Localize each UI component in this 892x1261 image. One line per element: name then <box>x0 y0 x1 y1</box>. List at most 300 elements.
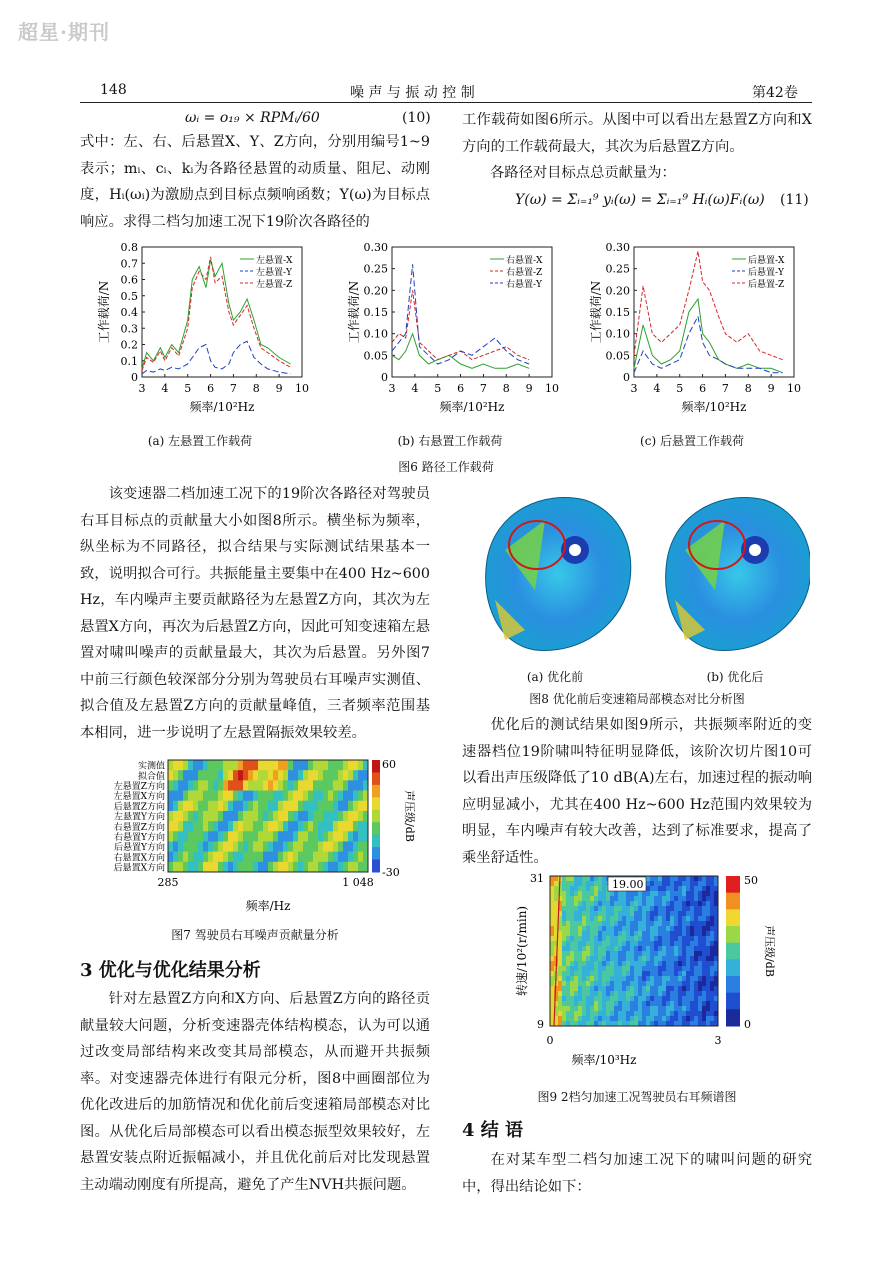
spectrogram-cell <box>706 936 710 941</box>
heatmap-cell <box>333 831 338 841</box>
spectrogram-cell <box>606 916 610 921</box>
spectrogram-cell <box>618 961 622 966</box>
y-top-label: 31 <box>530 872 544 885</box>
heatmap-cell <box>223 770 228 780</box>
spectrogram-cell <box>666 881 670 886</box>
spectrogram-cell <box>558 961 562 966</box>
fig6a-subcaption: (a) 左悬置工作载荷 <box>147 434 253 448</box>
heatmap-cell <box>203 801 208 811</box>
spectrogram-cell <box>650 906 654 911</box>
spectrogram-cell <box>610 1006 614 1011</box>
spectrogram-cell <box>566 981 570 986</box>
spectrogram-cell <box>586 921 590 926</box>
spectrogram-cell <box>590 1006 594 1011</box>
watermark: 超星·期刊 <box>18 20 110 44</box>
spectrogram-cell <box>710 971 714 976</box>
y-tick-label: 0.3 <box>120 322 138 336</box>
spectrogram-cell <box>686 986 690 991</box>
spectrogram-cell <box>710 946 714 951</box>
spectrogram-cell <box>674 956 678 961</box>
spectrogram-cell <box>690 901 694 906</box>
spectrogram-cell <box>642 901 646 906</box>
heatmap-cell <box>228 862 233 872</box>
spectrogram-cell <box>558 996 562 1001</box>
heatmap-cell <box>213 780 218 790</box>
spectrogram-cell <box>650 1001 654 1006</box>
heatmap-cell <box>223 791 228 801</box>
spectrogram-cell <box>702 951 706 956</box>
heatmap-cell <box>243 852 248 862</box>
spectrogram-cell <box>638 1011 642 1016</box>
spectrogram-cell <box>638 981 642 986</box>
spectrogram-cell <box>646 961 650 966</box>
heatmap-cell <box>228 852 233 862</box>
spectrogram-cell <box>666 961 670 966</box>
spectrogram-cell <box>690 981 694 986</box>
spectrogram-cell <box>586 931 590 936</box>
heatmap-cell <box>333 801 338 811</box>
spectrogram-cell <box>582 1001 586 1006</box>
heatmap-cell <box>233 760 238 770</box>
heatmap-cell <box>298 780 303 790</box>
heatmap-cell <box>268 760 273 770</box>
heatmap-cell <box>278 821 283 831</box>
spectrogram-cell <box>562 901 566 906</box>
spectrogram-cell <box>614 906 618 911</box>
heatmap-cell <box>203 811 208 821</box>
heatmap-cell <box>223 821 228 831</box>
heatmap-cell <box>198 821 203 831</box>
heatmap-cell <box>278 801 283 811</box>
spectrogram-cell <box>674 886 678 891</box>
spectrogram-cell <box>630 906 634 911</box>
spectrogram-cell <box>694 891 698 896</box>
heatmap-cell <box>238 780 243 790</box>
heatmap-cell <box>238 831 243 841</box>
spectrogram-cell <box>618 991 622 996</box>
colorbar-min: -30 <box>382 866 400 879</box>
spectrogram-cell <box>582 1016 586 1021</box>
spectrogram-cell <box>670 951 674 956</box>
spectrogram-cell <box>678 901 682 906</box>
heatmap-cell <box>193 780 198 790</box>
heatmap-cell <box>273 780 278 790</box>
spectrogram-cell <box>662 1011 666 1016</box>
spectrogram-cell <box>594 916 598 921</box>
heatmap-cell <box>173 760 178 770</box>
colorbar-segment <box>726 976 740 993</box>
heatmap-cell <box>333 821 338 831</box>
spectrogram-cell <box>674 906 678 911</box>
spectrogram-cell <box>630 891 634 896</box>
spectrogram-cell <box>674 936 678 941</box>
section-4-title: 4 结 语 <box>462 1120 524 1141</box>
heatmap-cell <box>178 811 183 821</box>
spectrogram-cell <box>690 946 694 951</box>
spectrogram-cell <box>634 1001 638 1006</box>
spectrogram-cell <box>630 921 634 926</box>
spectrogram-cell <box>626 1006 630 1011</box>
spectrogram-cell <box>590 956 594 961</box>
heatmap-cell <box>168 811 173 821</box>
spectrogram-cell <box>618 1011 622 1016</box>
spectrogram-cell <box>570 891 574 896</box>
spectrogram-cell <box>570 986 574 991</box>
spectrogram-cell <box>674 926 678 931</box>
heatmap-cell <box>238 801 243 811</box>
spectrogram-cell <box>598 981 602 986</box>
spectrogram-cell <box>642 896 646 901</box>
spectrogram-cell <box>638 991 642 996</box>
x-tick-label: 4 <box>411 382 419 395</box>
spectrogram-cell <box>702 1016 706 1021</box>
spectrogram-cell <box>694 966 698 971</box>
spectrogram-cell <box>598 916 602 921</box>
heatmap-cell <box>288 791 293 801</box>
spectrogram-cell <box>706 1001 710 1006</box>
spectrogram-cell <box>634 891 638 896</box>
spectrogram-cell <box>686 896 690 901</box>
heatmap-cell <box>173 801 178 811</box>
heatmap-cell <box>348 862 353 872</box>
heatmap-cell <box>228 811 233 821</box>
spectrogram-cell <box>654 931 658 936</box>
spectrogram-cell <box>594 926 598 931</box>
spectrogram-cell <box>702 986 706 991</box>
spectrogram-cell <box>698 896 702 901</box>
spectrogram-cell <box>622 986 626 991</box>
spectrogram-cell <box>686 886 690 891</box>
spectrogram-cell <box>570 981 574 986</box>
heatmap-cell <box>253 831 258 841</box>
colorbar-max: 60 <box>382 758 396 771</box>
spectrogram-cell <box>706 921 710 926</box>
heatmap-cell <box>338 780 343 790</box>
heatmap-cell <box>183 862 188 872</box>
y-tick-label: 0.25 <box>363 262 388 276</box>
spectrogram-cell <box>586 1011 590 1016</box>
spectrogram-cell <box>594 976 598 981</box>
spectrogram-cell <box>626 921 630 926</box>
spectrogram-cell <box>706 956 710 961</box>
heatmap-cell <box>258 791 263 801</box>
spectrogram-cell <box>650 996 654 1001</box>
heatmap-cell <box>188 862 193 872</box>
spectrogram-cell <box>710 906 714 911</box>
spectrogram-cell <box>678 896 682 901</box>
spectrogram-cell <box>558 1006 562 1011</box>
spectrogram-cell <box>666 896 670 901</box>
heatmap-cell <box>343 811 348 821</box>
spectrogram-cell <box>570 936 574 941</box>
spectrogram-cell <box>626 1001 630 1006</box>
heatmap-cell <box>248 760 253 770</box>
spectrogram-cell <box>614 956 618 961</box>
spectrogram-cell <box>706 901 710 906</box>
spectrogram-cell <box>626 1011 630 1016</box>
heatmap-cell <box>263 791 268 801</box>
heatmap-cell <box>173 821 178 831</box>
heatmap-cell <box>178 841 183 851</box>
spectrogram-cell <box>658 881 662 886</box>
spectrogram-cell <box>602 961 606 966</box>
spectrogram-cell <box>610 926 614 931</box>
heatmap-cell <box>338 852 343 862</box>
spectrogram-cell <box>694 971 698 976</box>
spectrogram-cell <box>630 901 634 906</box>
x-max-label: 1 048 <box>342 876 374 889</box>
spectrogram-cell <box>694 886 698 891</box>
x-tick-label: 4 <box>161 382 169 395</box>
heatmap-cell <box>283 841 288 851</box>
heatmap-cell <box>323 811 328 821</box>
legend-label: 右悬置-Y <box>506 280 542 290</box>
spectrogram-cell <box>630 981 634 986</box>
spectrogram-cell <box>694 921 698 926</box>
y-tick-label: 0 <box>131 371 138 384</box>
spectrogram-cell <box>642 986 646 991</box>
spectrogram-cell <box>678 991 682 996</box>
heatmap-cell <box>223 760 228 770</box>
spectrogram-cell <box>570 881 574 886</box>
spectrogram-cell <box>686 981 690 986</box>
heatmap-cell <box>328 780 333 790</box>
fig6c-subcaption: (c) 后悬置工作载荷 <box>640 434 744 448</box>
spectrogram-cell <box>622 966 626 971</box>
spectrogram-cell <box>574 926 578 931</box>
row-label: 后悬置X方向 <box>113 863 165 874</box>
heatmap-cell <box>323 791 328 801</box>
spectrogram-cell <box>650 876 654 881</box>
heatmap-cell <box>228 841 233 851</box>
spectrogram-cell <box>574 906 578 911</box>
spectrogram-cell <box>630 991 634 996</box>
spectrogram-cell <box>702 876 706 881</box>
spectrogram-cell <box>658 976 662 981</box>
spectrogram-cell <box>650 911 654 916</box>
heatmap-cell <box>343 760 348 770</box>
heatmap-cell <box>268 831 273 841</box>
spectrogram-cell <box>618 936 622 941</box>
heatmap-cell <box>188 831 193 841</box>
spectrogram-cell <box>594 981 598 986</box>
heatmap-cell <box>178 821 183 831</box>
spectrogram-cell <box>642 916 646 921</box>
spectrogram-cell <box>678 956 682 961</box>
heatmap-cell <box>208 811 213 821</box>
spectrogram-cell <box>654 936 658 941</box>
colorbar-segment <box>372 835 380 848</box>
y-tick-label: 0 <box>381 371 388 384</box>
spectrogram-cell <box>582 996 586 1001</box>
colorbar-segment <box>372 797 380 810</box>
spectrogram-cell <box>642 911 646 916</box>
spectrogram-cell <box>626 896 630 901</box>
spectrogram-cell <box>574 971 578 976</box>
spectrogram-cell <box>574 961 578 966</box>
spectrogram-cell <box>606 981 610 986</box>
spectrogram-cell <box>690 896 694 901</box>
spectrogram-cell <box>562 886 566 891</box>
spectrogram-cell <box>590 961 594 966</box>
spectrogram-cell <box>702 881 706 886</box>
spectrogram-cell <box>710 896 714 901</box>
spectrogram-cell <box>654 901 658 906</box>
spectrogram-cell <box>606 1011 610 1016</box>
spectrogram-cell <box>618 896 622 901</box>
spectrogram-cell <box>654 996 658 1001</box>
spectrogram-cell <box>586 996 590 1001</box>
heatmap-cell <box>263 811 268 821</box>
x-tick-label: 9 <box>275 382 283 395</box>
spectrogram-cell <box>654 891 658 896</box>
spectrogram-cell <box>706 931 710 936</box>
spectrogram-cell <box>702 961 706 966</box>
spectrogram-cell <box>558 1016 562 1021</box>
heatmap-cell <box>183 852 188 862</box>
spectrogram-cell <box>566 1006 570 1011</box>
spectrogram-cell <box>630 1006 634 1011</box>
spectrogram-cell <box>622 1016 626 1021</box>
spectrogram-cell <box>602 911 606 916</box>
heatmap-cell <box>188 770 193 780</box>
spectrogram-cell <box>574 916 578 921</box>
spectrogram-cell <box>670 916 674 921</box>
heatmap-cell <box>168 841 173 851</box>
heatmap-cell <box>353 841 358 851</box>
spectrogram-cell <box>666 901 670 906</box>
spectrogram-cell <box>630 1001 634 1006</box>
heatmap-cell <box>303 811 308 821</box>
heatmap-cell <box>333 770 338 780</box>
spectrogram-cell <box>598 921 602 926</box>
spectrogram-cell <box>706 1011 710 1016</box>
spectrogram-cell <box>698 916 702 921</box>
spectrogram-cell <box>606 956 610 961</box>
heatmap-cell <box>258 770 263 780</box>
heatmap-cell <box>343 831 348 841</box>
heatmap-cell <box>178 780 183 790</box>
spectrogram-cell <box>562 951 566 956</box>
spectrogram-cell <box>686 971 690 976</box>
heatmap-cell <box>343 801 348 811</box>
heatmap-cell <box>348 791 353 801</box>
heatmap-cell <box>293 760 298 770</box>
heatmap-cell <box>233 801 238 811</box>
heatmap-cell <box>218 801 223 811</box>
heatmap-cell <box>208 770 213 780</box>
heatmap-cell <box>313 811 318 821</box>
spectrogram-cell <box>622 1001 626 1006</box>
spectrogram-cell <box>702 906 706 911</box>
heatmap-cell <box>213 801 218 811</box>
spectrogram-cell <box>686 996 690 1001</box>
heatmap-cell <box>198 760 203 770</box>
spectrogram-cell <box>582 886 586 891</box>
spectrogram-cell <box>586 966 590 971</box>
spectrogram-cell <box>670 941 674 946</box>
heatmap-cell <box>333 862 338 872</box>
spectrogram-cell <box>602 941 606 946</box>
spectrogram-cell <box>594 891 598 896</box>
heatmap-cell <box>308 791 313 801</box>
heatmap-cell <box>333 760 338 770</box>
spectrogram-cell <box>586 976 590 981</box>
heatmap-cell <box>343 852 348 862</box>
heatmap-cell <box>328 831 333 841</box>
heatmap-cell <box>253 770 258 780</box>
heatmap-cell <box>263 841 268 851</box>
spectrogram-cell <box>590 876 594 881</box>
spectrogram-cell <box>694 956 698 961</box>
spectrogram-cell <box>642 946 646 951</box>
spectrogram-cell <box>698 921 702 926</box>
spectrogram-cell <box>646 901 650 906</box>
heatmap-cell <box>263 801 268 811</box>
heatmap-cell <box>173 841 178 851</box>
spectrogram-cell <box>694 1011 698 1016</box>
heatmap-cell <box>193 760 198 770</box>
heatmap-cell <box>183 760 188 770</box>
spectrogram-cell <box>626 951 630 956</box>
spectrogram-cell <box>678 911 682 916</box>
spectrogram-cell <box>638 906 642 911</box>
spectrogram-cell <box>698 881 702 886</box>
heatmap-cell <box>168 852 173 862</box>
spectrogram-cell <box>658 936 662 941</box>
spectrogram-cell <box>698 1016 702 1021</box>
spectrogram-cell <box>602 971 606 976</box>
spectrogram-cell <box>662 906 666 911</box>
spectrogram-cell <box>594 966 598 971</box>
heatmap-cell <box>208 780 213 790</box>
spectrogram-cell <box>686 901 690 906</box>
heatmap-cell <box>258 852 263 862</box>
heatmap-cell <box>308 831 313 841</box>
spectrogram-cell <box>670 886 674 891</box>
spectrogram-cell <box>706 966 710 971</box>
spectrogram-cell <box>558 971 562 976</box>
heatmap-cell <box>318 770 323 780</box>
heatmap-cell <box>178 801 183 811</box>
spectrogram-cell <box>622 916 626 921</box>
heatmap-cell <box>188 801 193 811</box>
spectrogram-cell <box>666 956 670 961</box>
x-tick-label: 8 <box>744 382 752 395</box>
spectrogram-cell <box>698 906 702 911</box>
fig6b-subcaption: (b) 右悬置工作载荷 <box>397 434 503 448</box>
spectrogram-cell <box>654 886 658 891</box>
heatmap-cell <box>198 780 203 790</box>
spectrogram-cell <box>590 976 594 981</box>
heatmap-cell <box>328 770 333 780</box>
heatmap-cell <box>218 760 223 770</box>
spectrogram-cell <box>702 991 706 996</box>
spectrogram-cell <box>614 926 618 931</box>
spectrogram-cell <box>690 986 694 991</box>
spectrogram-cell <box>694 926 698 931</box>
spectrogram-cell <box>638 976 642 981</box>
spectrogram-cell <box>706 906 710 911</box>
spectrogram-cell <box>650 881 654 886</box>
legend-label: 后悬置-Z <box>748 280 785 290</box>
spectrogram-cell <box>618 906 622 911</box>
spectrogram-cell <box>662 926 666 931</box>
heatmap-cell <box>353 791 358 801</box>
spectrogram-cell <box>678 916 682 921</box>
spectrogram-cell <box>710 1011 714 1016</box>
spectrogram-cell <box>650 941 654 946</box>
